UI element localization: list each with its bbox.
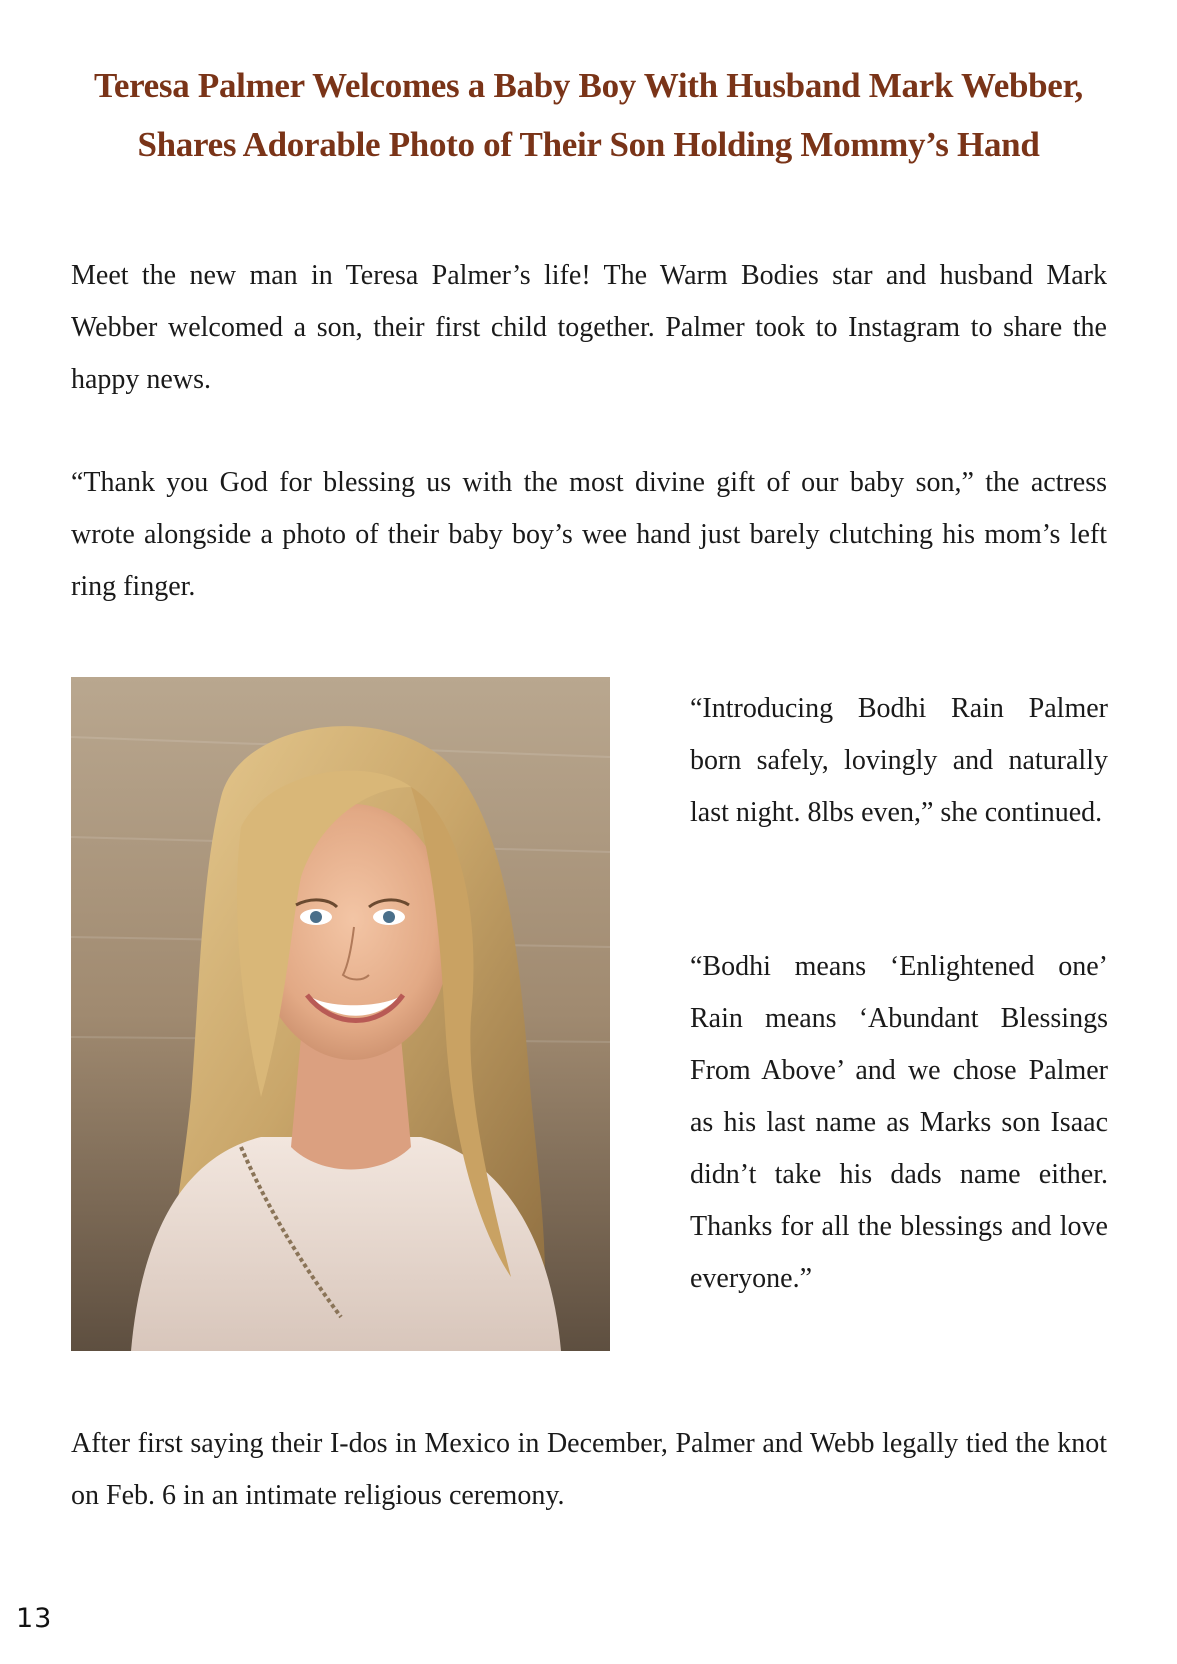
portrait-photo bbox=[71, 677, 610, 1351]
paragraph-wedding: After first saying their I-dos in Mexico in December, Palmer and Webb legally tied the knot on Feb. 6 in an intimate religious ceremony. bbox=[71, 1428, 1107, 1511]
page-number: 13 bbox=[16, 1603, 53, 1634]
paragraph-introducing: “Introducing Bodhi Rain Palmer born safely, lovingly and naturally last night. 8lbs even,” she continued. bbox=[690, 693, 1108, 828]
article-headline bbox=[60, 56, 1117, 174]
paragraph-quote: “Thank you God for blessing us with the most divine gift of our baby son,” the actress wrote alongside a photo of their baby boy’s wee hand just barely clutching his mom’s left ring finger. bbox=[71, 467, 1107, 602]
paragraph-intro: Meet the new man in Teresa Palmer’s life! The Warm Bodies star and husband Mark Webber welcomed a son, their first child together. Palmer took to Instagram to share the happy news. bbox=[71, 260, 1107, 395]
headline-line-2: Shares Adorable Photo of Their Son Holding Mommy’s Hand bbox=[137, 125, 1040, 164]
paragraph-name-meaning: “Bodhi means ‘Enlightened one’ Rain means ‘Abundant Blessings From Above’ and we chose Palmer as his last name as Marks son Isaac didn’t take his dads name either. Thanks for all the blessings and love everyone.” bbox=[690, 951, 1108, 1294]
headline-line-1: Teresa Palmer Welcomes a Baby Boy With Husband Mark Webber, bbox=[94, 66, 1083, 105]
